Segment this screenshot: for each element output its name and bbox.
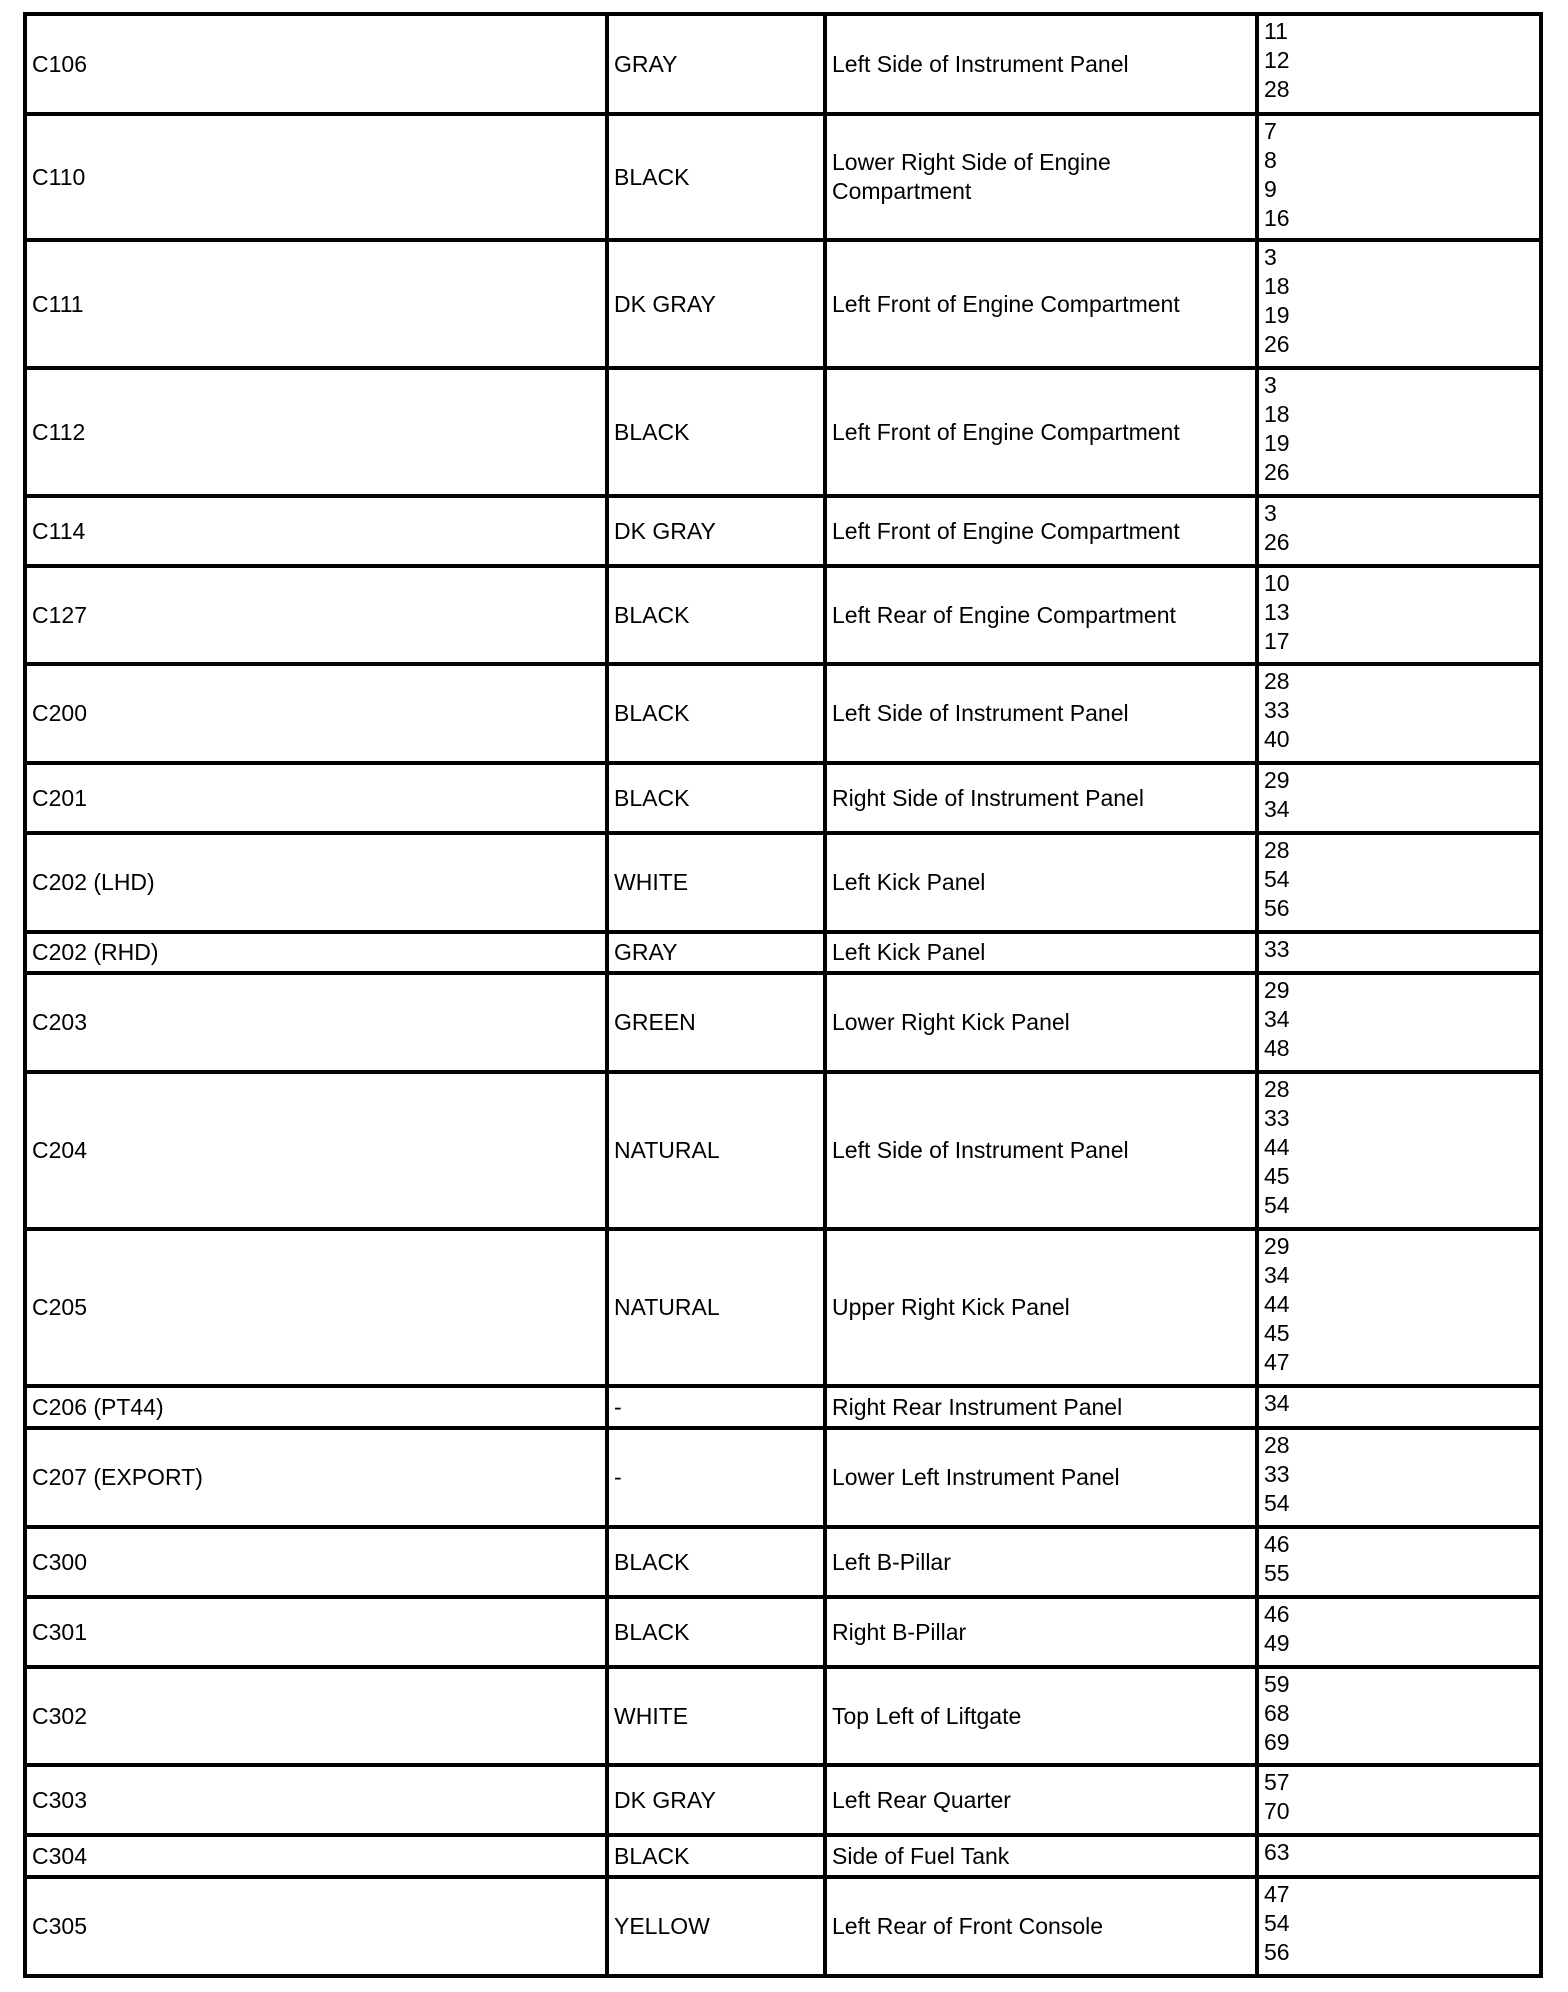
location-text: Left Side of Instrument Panel [832,50,1129,77]
page-number: 57 [1264,1769,1290,1795]
page-number: 55 [1264,1560,1290,1586]
location-text: Left B-Pillar [832,1548,951,1575]
page-number: 56 [1264,895,1290,921]
location-cell [825,368,1257,496]
color-cell: - [607,1386,825,1428]
location-text: Upper Right Kick Panel [832,1294,1070,1320]
page-number: 54 [1264,866,1290,892]
location-cell [825,973,1257,1072]
location-text: Left Rear of Front Console [832,1913,1104,1939]
table-row [25,1072,1541,1229]
connector-cell: C112 [25,368,607,496]
connector-cell: C202 (RHD) [25,932,607,973]
page-number: 34 [1264,1006,1290,1032]
color-cell: YELLOW [607,1877,825,1976]
page-number: 59 [1264,1671,1290,1697]
page-number: 44 [1264,1291,1290,1317]
table-row [25,1229,1541,1386]
connector-cell: C205 [25,1229,607,1386]
page-number: 18 [1264,401,1290,427]
page-number: 47 [1264,1881,1290,1907]
page-number: 19 [1264,430,1290,456]
table-row [25,240,1541,368]
page-number: 56 [1264,1939,1290,1965]
connector-cell: C301 [25,1597,607,1667]
table-row [25,1527,1541,1597]
location-cell [825,664,1257,763]
pages-cell [1257,1428,1541,1527]
page-number: 45 [1264,1320,1290,1346]
location-text: Left Kick Panel [832,869,986,895]
page-number: 45 [1264,1163,1290,1189]
location-cell [825,1765,1257,1835]
location-text: Lower Right Side of Engine Compartment [832,149,1111,204]
location-text: Left Front of Engine Compartment [832,418,1180,445]
location-cell [825,240,1257,368]
page-number: 11 [1264,18,1288,44]
pages-cell [1257,1229,1541,1386]
table-row [25,14,1541,114]
location-text: Lower Left Instrument Panel [832,1464,1120,1490]
page-number: 33 [1264,1461,1290,1487]
page-number: 3 [1264,372,1277,398]
location-cell [825,1835,1257,1877]
pages-cell [1257,1765,1541,1835]
color-cell: GRAY [607,14,825,114]
location-cell [825,496,1257,566]
page-number: 46 [1264,1601,1290,1627]
page-number: 3 [1264,244,1277,270]
table-row [25,973,1541,1072]
location-text: Left Front of Engine Compartment [832,290,1180,317]
connector-cell: C111 [25,240,607,368]
location-text: Right Rear Instrument Panel [832,1393,1123,1420]
connector-cell: C302 [25,1667,607,1765]
page-number: 26 [1264,331,1290,357]
pages-cell [1257,368,1541,496]
location-cell [825,1527,1257,1597]
connector-cell: C207 (EXPORT) [25,1428,607,1527]
location-cell [825,1877,1257,1976]
color-cell: BLACK [607,1835,825,1877]
page-number: 28 [1264,1076,1290,1102]
location-text: Left Rear of Engine Compartment [832,601,1176,628]
connector-cell: C127 [25,566,607,664]
location-text: Left Kick Panel [832,939,986,965]
location-text: Right Side of Instrument Panel [832,784,1144,811]
location-cell [825,932,1257,973]
page-number: 68 [1264,1700,1290,1726]
table-row [25,1765,1541,1835]
color-cell: GRAY [607,932,825,973]
pages-cell [1257,973,1541,1072]
location-cell [825,1386,1257,1428]
pages-cell [1257,1877,1541,1976]
pages-cell [1257,664,1541,763]
page-number: 28 [1264,837,1290,863]
page-number: 70 [1264,1798,1290,1824]
connector-cell: C110 [25,114,607,240]
page-number: 33 [1264,697,1290,723]
page-number: 12 [1264,47,1290,73]
page-number: 33 [1264,1105,1290,1131]
location-text: Left Side of Instrument Panel [832,700,1129,726]
color-cell: - [607,1428,825,1527]
table-row [25,566,1541,664]
page-number: 9 [1264,176,1277,202]
table-row [25,763,1541,833]
table-row [25,496,1541,566]
color-cell: NATURAL [607,1229,825,1386]
page-number: 34 [1264,1390,1290,1416]
pages-cell [1257,496,1541,566]
page-number: 19 [1264,302,1290,328]
location-text: Lower Right Kick Panel [832,1009,1070,1035]
location-cell [825,1229,1257,1386]
location-cell [825,1072,1257,1229]
page-number: 34 [1264,796,1290,822]
page-number: 69 [1264,1729,1290,1755]
table-row [25,1835,1541,1877]
page-number: 16 [1264,205,1290,231]
location-text: Right B-Pillar [832,1618,967,1645]
color-cell: DK GRAY [607,496,825,566]
color-cell: DK GRAY [607,240,825,368]
page-number: 40 [1264,726,1290,752]
page-number: 48 [1264,1035,1290,1061]
color-cell: WHITE [607,1667,825,1765]
pages-cell [1257,763,1541,833]
table-row [25,664,1541,763]
location-cell [825,833,1257,932]
pages-cell [1257,14,1541,114]
page-number: 28 [1264,1432,1290,1458]
page-number: 33 [1264,936,1290,962]
page-number: 8 [1264,147,1277,173]
page-number: 28 [1264,668,1290,694]
color-cell: GREEN [607,973,825,1072]
color-cell: BLACK [607,368,825,496]
page-number: 13 [1264,599,1290,625]
table-row [25,1877,1541,1976]
color-cell: NATURAL [607,1072,825,1229]
location-text: Left Side of Instrument Panel [832,1137,1129,1163]
page-number: 3 [1264,500,1277,526]
connector-cell: C305 [25,1877,607,1976]
connector-cell: C201 [25,763,607,833]
pages-cell [1257,566,1541,664]
location-cell [825,1597,1257,1667]
location-text: Top Left of Liftgate [832,1702,1022,1729]
connector-cell: C114 [25,496,607,566]
page-number: 18 [1264,273,1290,299]
location-text: Side of Fuel Tank [832,1842,1010,1869]
connector-cell: C300 [25,1527,607,1597]
color-cell: WHITE [607,833,825,932]
page-number: 29 [1264,1233,1290,1259]
page-number: 54 [1264,1910,1290,1936]
table-row [25,1667,1541,1765]
connector-cell: C303 [25,1765,607,1835]
connector-cell: C206 (PT44) [25,1386,607,1428]
color-cell: BLACK [607,566,825,664]
page-number: 54 [1264,1490,1290,1516]
page-number: 29 [1264,767,1290,793]
page-number: 34 [1264,1262,1290,1288]
pages-cell [1257,1597,1541,1667]
page-number: 44 [1264,1134,1290,1160]
table-row [25,932,1541,973]
location-cell [825,763,1257,833]
pages-cell [1257,833,1541,932]
page-number: 46 [1264,1531,1290,1557]
pages-cell [1257,1835,1541,1877]
pages-cell [1257,114,1541,240]
table-row [25,114,1541,240]
location-cell [825,566,1257,664]
pages-cell [1257,932,1541,973]
page-number: 10 [1264,570,1290,596]
color-cell: BLACK [607,1597,825,1667]
location-cell [825,1667,1257,1765]
page-number: 26 [1264,459,1290,485]
pages-cell [1257,240,1541,368]
connector-table-body [25,14,1541,1976]
page-number: 54 [1264,1192,1290,1218]
color-cell: BLACK [607,114,825,240]
connector-table [23,12,1543,1978]
pages-cell [1257,1527,1541,1597]
page-number: 17 [1264,628,1290,654]
page-number: 28 [1264,76,1290,102]
connector-cell: C202 (LHD) [25,833,607,932]
location-cell [825,14,1257,114]
page-number: 63 [1264,1839,1290,1865]
connector-cell: C200 [25,664,607,763]
connector-cell: C203 [25,973,607,1072]
location-cell [825,1428,1257,1527]
color-cell: BLACK [607,664,825,763]
connector-cell: C106 [25,14,607,114]
location-text: Left Rear Quarter [832,1786,1011,1813]
page-number: 29 [1264,977,1290,1003]
page-number: 26 [1264,529,1290,555]
page-number: 47 [1264,1349,1290,1375]
pages-cell [1257,1386,1541,1428]
table-row [25,368,1541,496]
table-row [25,1386,1541,1428]
table-row [25,1597,1541,1667]
location-cell [825,114,1257,240]
color-cell: DK GRAY [607,1765,825,1835]
table-row [25,833,1541,932]
pages-cell [1257,1667,1541,1765]
table-row [25,1428,1541,1527]
pages-cell [1257,1072,1541,1229]
page-number: 49 [1264,1630,1290,1656]
connector-cell: C304 [25,1835,607,1877]
color-cell: BLACK [607,763,825,833]
color-cell: BLACK [607,1527,825,1597]
page-number: 7 [1264,118,1277,144]
connector-cell: C204 [25,1072,607,1229]
location-text: Left Front of Engine Compartment [832,517,1180,544]
